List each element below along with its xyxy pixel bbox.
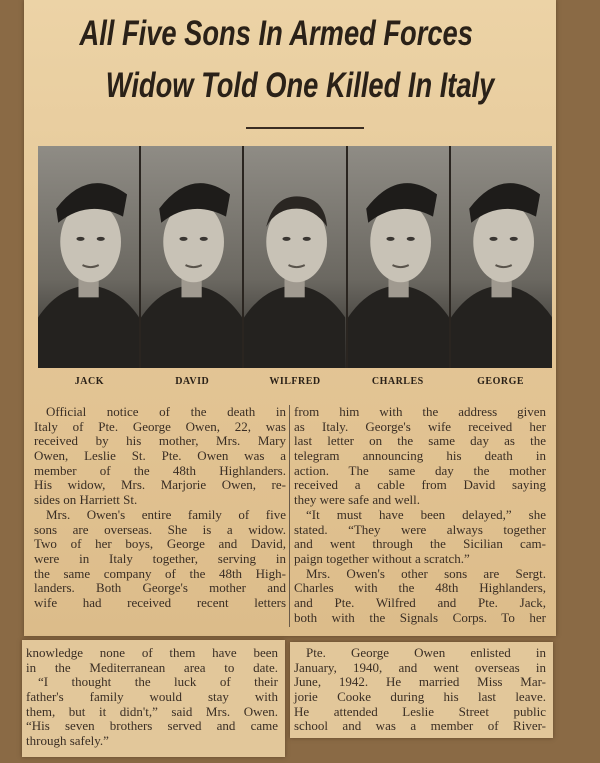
soldier-silhouette-icon	[38, 146, 139, 368]
text-line: Official notice of the death in	[46, 404, 286, 419]
text-line: paign together without a scratch.”	[294, 550, 470, 566]
caption-wilfred: WILFRED	[269, 376, 321, 387]
lower-left-text	[26, 646, 278, 749]
text-line: from him with the address given	[294, 404, 546, 419]
text-line: jorie Cooke during his last leave.	[294, 689, 546, 705]
column-divider	[289, 405, 290, 627]
portrait-charles	[348, 146, 449, 368]
soldier-silhouette-icon	[141, 146, 242, 368]
text-line: and Pte. Wilfred and Pte. Jack,	[294, 594, 546, 610]
text-line: “It must have been delayed,” she	[306, 506, 546, 522]
text-line: His widow, Mrs. Marjorie Owen, re-	[34, 477, 286, 493]
portrait-jack	[38, 146, 139, 368]
text-line: were in Italy together, serving in	[34, 550, 286, 566]
text-line: Pte. George Owen enlisted in	[306, 645, 546, 660]
text-line: as Italy. George's wife received her	[294, 418, 546, 434]
text-line: father's family would stay with	[26, 689, 278, 705]
headline-line-1	[10, 14, 542, 54]
text-line: Two of her boys, George and David,	[34, 536, 286, 552]
portrait-wilfred	[244, 146, 345, 368]
main-clipping	[24, 0, 556, 636]
portrait-george	[451, 146, 552, 368]
caption-charles: CHARLES	[371, 376, 424, 387]
text-line: member of the 48th Highlanders.	[34, 462, 286, 478]
soldier-silhouette-icon	[244, 146, 345, 368]
lower-right-clipping	[290, 642, 553, 738]
text-line: wife had received recent letters	[34, 594, 286, 610]
text-line: He attended Leslie Street public	[294, 703, 546, 719]
headline-text: All Five Sons In Armed Forces	[79, 14, 473, 53]
text-line: Mrs. Owen's entire family of five	[46, 506, 286, 522]
headline-divider	[246, 127, 364, 129]
text-line: “His seven brothers served and came	[26, 718, 278, 734]
text-line: landers. Both George's mother and	[34, 580, 286, 596]
text-line: stated. “They were always together	[294, 521, 546, 537]
text-line: January, 1940, and went overseas in	[294, 659, 546, 675]
text-line: June, 1942. He married Miss Mar-	[294, 674, 546, 690]
text-line: through safely.”	[26, 733, 109, 749]
text-line: received a cable from David saying	[294, 477, 546, 493]
article-column-1	[34, 405, 286, 611]
caption-george: GEORGE	[477, 376, 525, 387]
text-line: knowledge none of them have been	[26, 645, 278, 660]
text-line: both with the Signals Corps. To her	[294, 609, 546, 625]
text-line: Mrs. Owen's other sons are Sergt.	[306, 565, 546, 581]
photo-captions	[38, 376, 552, 387]
portrait-photos	[38, 146, 552, 368]
text-line: sides on Harriett St.	[34, 492, 138, 508]
soldier-silhouette-icon	[348, 146, 449, 368]
headline-line-2	[34, 66, 566, 106]
text-line: “I thought the luck of their	[38, 674, 278, 690]
text-line: sons are overseas. She is a widow.	[34, 521, 286, 537]
text-line: the same company of the 48th High-	[34, 565, 286, 581]
text-line: telegram announcing his death in	[294, 448, 546, 464]
text-line: and went through the Sicilian cam-	[294, 536, 546, 552]
portrait-david	[141, 146, 242, 368]
text-line: in the Mediterranean area to date.	[26, 659, 278, 675]
text-line: action. The same day the mother	[294, 462, 546, 478]
text-line: Charles with the 48th Highlanders,	[294, 580, 546, 596]
caption-jack: JACK	[74, 376, 105, 387]
text-line: Italy of Pte. George Owen, 22, was	[34, 418, 286, 434]
article-column-2	[294, 405, 546, 625]
lower-left-clipping	[22, 640, 285, 757]
soldier-silhouette-icon	[451, 146, 552, 368]
text-line: school and was a member of River-	[294, 718, 546, 734]
text-line: received by his mother, Mrs. Mary	[34, 433, 286, 449]
caption-david: DAVID	[175, 376, 210, 387]
headline-text: Widow Told One Killed In Italy	[105, 66, 495, 105]
text-line: they were safe and well.	[294, 492, 420, 508]
text-line: them, but it didn't,” said Mrs. Owen.	[26, 703, 278, 719]
lower-right-text	[294, 646, 546, 734]
text-line: Owen, Leslie St. Pte. Owen was a	[34, 448, 286, 464]
text-line: last letter on the same day as the	[294, 433, 546, 449]
